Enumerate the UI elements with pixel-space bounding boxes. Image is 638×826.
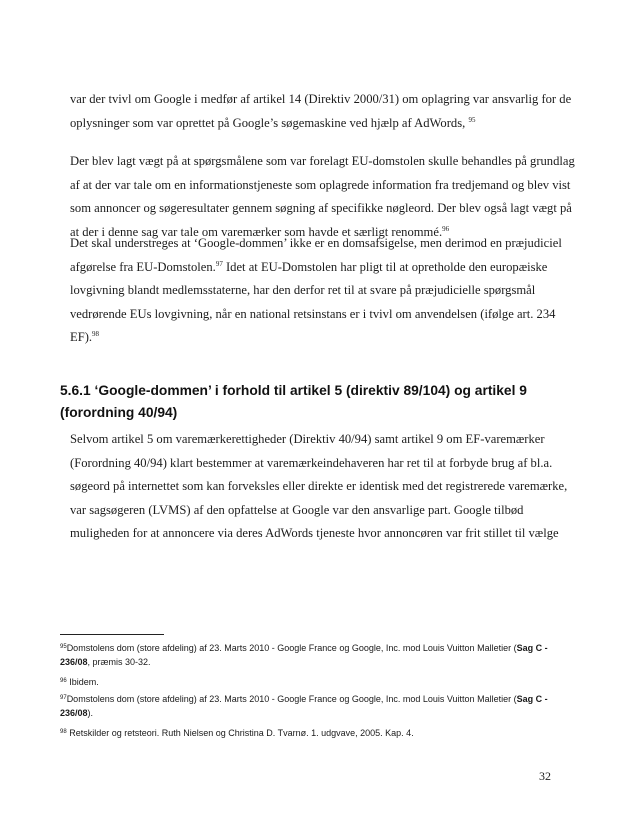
text-line: var der tvivl om Google i medfør af artikel 14 (Direktiv 2000/31) om oplagring var ansvarlig for de <box>70 92 572 106</box>
case-number: Sag C - <box>516 694 548 704</box>
footnote-number: 98 <box>60 729 67 735</box>
text-line: søgeord på internettet som kan forveksles eller direkte er identisk med det registrerede varemærke, <box>70 479 568 494</box>
text-line: af at der var tale om en informationstjeneste som oplagrede information fra tredjemand og blev vist <box>70 177 571 192</box>
paragraph-4 <box>70 428 585 546</box>
paragraph-2 <box>70 150 585 244</box>
text-line: oplysninger som var oprettet på Google’s søgemaskine ved hjælp af AdWords, $^{95}$ <box>70 115 476 130</box>
footnote-number: 95 <box>60 644 67 650</box>
paragraph-3 <box>70 232 585 350</box>
section-heading <box>60 380 600 424</box>
footnote-98: $^{98}$ Retskilder og retsteori. Ruth Nielsen og Christina D. Tvarnø. 1. udgvave, 2005. Kap. 4. <box>60 728 414 738</box>
footnote-96: $^{96}$ Ibidem. <box>60 677 99 687</box>
text-line: lovgivning blandt medlemsstaterne, har den derfor ret til at svare på præjudicielle spørgsmål <box>70 283 536 298</box>
section-heading-line: (forordning 40/94) <box>60 405 178 420</box>
text-line: muligheden for at annoncere via deres AdWords tjeneste hvor annoncøren var frit stillet til vælge <box>70 526 559 541</box>
case-number: Sag C - <box>516 643 548 653</box>
text-line: EF).$^{98}$ <box>70 330 100 345</box>
paragraph-1 <box>70 88 585 135</box>
page-number: 32 <box>539 769 551 783</box>
footnote-separator <box>60 634 164 635</box>
text-line: som annoncer og søgeresultater gennem søgning af specifikke nøgleord. Der blev også lagt vægt på <box>70 201 572 216</box>
footnote-97: $^{97}$Domstolens dom (store afdeling) af 23. Marts 2010 - Google France og Google, Inc. mod Louis Vuitton Malletier (Sag C - 236/08). <box>60 694 548 718</box>
footnote-number: 96 <box>60 678 67 684</box>
text-line: (Forordning 40/94) klart bestemmer at varemærkeindehaveren har ret til at forbyde brug af bl.a. <box>70 455 553 470</box>
text-line: Det skal understreges at ‘Google-dommen’ ikke er en domsafsigelse, men derimod en præjudiciel <box>70 236 562 250</box>
text-line: afgørelse fra EU-Domstolen.$^{97}$ Idet at EU-Domstolen har pligt til at opretholde den europæiske <box>70 259 548 274</box>
footnote-number: 97 <box>60 695 67 701</box>
text-line: vedrørende EUs lovgivning, når en national retsinstans er i tvivl om anvendelsen (ifølge art. 234 <box>70 306 556 321</box>
text-line: var sagsøgeren (LVMS) af den opfattelse at Google var den ansvarlige part. Google tilbød <box>70 502 524 517</box>
case-number: 236/08 <box>60 708 88 718</box>
footnote-95: $^{95}$Domstolens dom (store afdeling) af 23. Marts 2010 - Google France og Google, Inc. mod Louis Vuitton Malletier (Sag C - 236/08, præmis 30-32. <box>60 643 548 667</box>
footnote-ref-98: 98 <box>92 330 100 339</box>
case-number: 236/08 <box>60 657 88 667</box>
section-heading-line: 5.6.1 ‘Google-dommen’ i forhold til artikel 5 (direktiv 89/104) og artikel 9 <box>60 383 527 398</box>
footnote-ref-96: 96 <box>442 224 450 233</box>
footnote-ref-97: 97 <box>215 259 223 268</box>
text-line: Der blev lagt vægt på at spørgsmålene som var forelagt EU-domstolen skulle behandles på grundlag <box>70 154 575 168</box>
text-line: at der i denne sag var tale om varemærker som havde et særligt renommé.$^{96}$ <box>70 224 450 239</box>
text-line: Selvom artikel 5 om varemærkerettigheder (Direktiv 40/94) samt artikel 9 om EF-varemærker <box>70 432 545 446</box>
footnote-ref-95: 95 <box>468 115 476 124</box>
